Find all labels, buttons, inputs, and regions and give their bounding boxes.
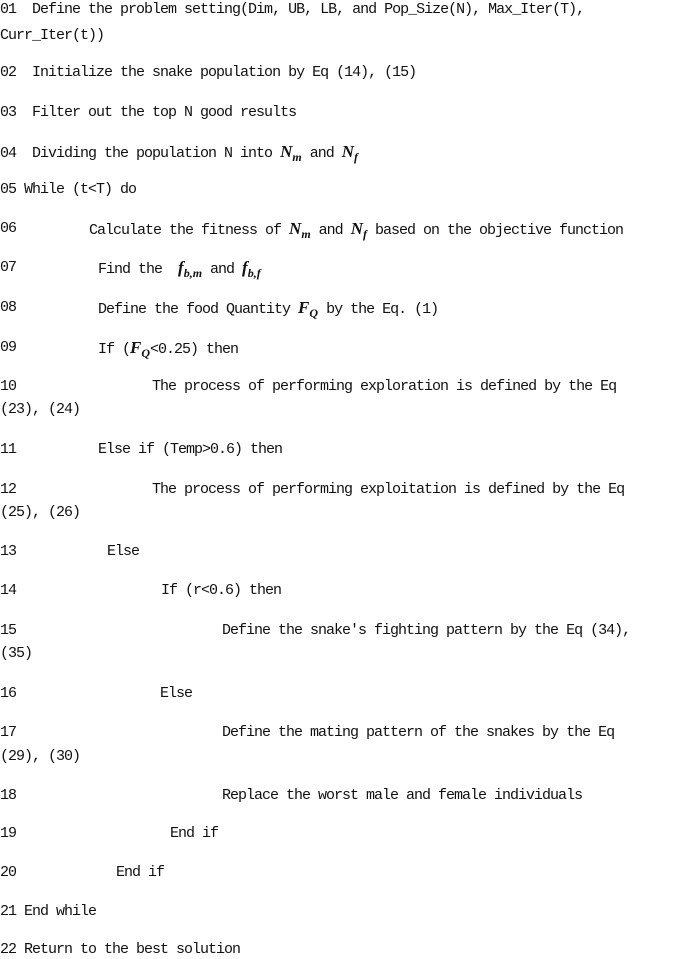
line-text <box>16 64 416 81</box>
line-text <box>98 441 282 459</box>
math-subscript: b,f <box>247 266 261 280</box>
math-variable: N <box>341 142 354 161</box>
pseudocode-line <box>0 481 625 499</box>
text-segment: The process of performing exploration is defined by the Eq <box>152 378 617 395</box>
math-symbol <box>289 219 311 241</box>
text-segment: (23), (24) <box>0 401 81 418</box>
line-number: 10 <box>0 378 17 395</box>
text-segment: If ( <box>98 341 131 358</box>
line-text <box>222 787 582 805</box>
pseudocode-line <box>0 645 32 663</box>
line-number: 16 <box>0 685 17 702</box>
pseudocode-line <box>0 622 631 640</box>
pseudocode-line <box>0 378 617 396</box>
pseudocode-line <box>0 27 104 45</box>
pseudocode-line <box>0 543 140 561</box>
math-symbol <box>130 338 151 360</box>
text-segment: While (t<T) do <box>16 181 137 198</box>
pseudocode-line <box>0 504 80 522</box>
pseudocode-line <box>0 582 282 600</box>
line-number: 01 <box>0 1 17 18</box>
math-symbol <box>178 258 203 280</box>
line-text <box>152 378 616 396</box>
line-number: 04 <box>0 145 17 162</box>
line-text <box>0 27 104 44</box>
line-text <box>98 339 238 362</box>
line-number: 19 <box>0 825 17 842</box>
line-number: 15 <box>0 622 17 639</box>
pseudocode-line <box>0 903 96 921</box>
line-text <box>16 142 358 164</box>
line-number: 09 <box>0 339 17 356</box>
text-segment: Define the mating pattern of the snakes by the Eq <box>222 724 615 741</box>
line-number: 08 <box>0 299 17 316</box>
line-text <box>170 825 218 843</box>
pseudocode-line <box>0 338 239 360</box>
line-number: 18 <box>0 787 17 804</box>
text-segment: If (r<0.6) then <box>161 582 282 599</box>
line-number: 17 <box>0 724 17 741</box>
pseudocode-line <box>0 143 358 166</box>
text-segment: Return to the best solution <box>16 941 241 958</box>
text-segment: and <box>310 222 351 239</box>
math-symbol <box>280 142 302 164</box>
pseudocode-line <box>0 748 80 766</box>
math-symbol <box>298 298 319 320</box>
pseudocode-line <box>0 258 261 280</box>
text-segment: Define the snake's fighting pattern by the Eq (34), <box>222 622 631 639</box>
line-text <box>16 903 96 920</box>
math-subscript: b,m <box>183 266 203 280</box>
line-number: 12 <box>0 481 17 498</box>
line-text <box>152 481 624 499</box>
text-segment: (35) <box>0 645 33 662</box>
text-segment: Curr_Iter(t)) <box>0 27 105 44</box>
line-text <box>107 543 139 561</box>
line-number: 11 <box>0 441 17 458</box>
line-text <box>16 1 584 18</box>
line-number: 06 <box>0 220 17 237</box>
pseudocode-line <box>0 181 136 199</box>
line-text <box>89 220 623 243</box>
text-segment: Dividing the population N into <box>16 145 281 162</box>
line-number: 13 <box>0 543 17 560</box>
math-symbol <box>242 258 261 280</box>
line-text <box>16 941 240 958</box>
line-text <box>161 582 281 600</box>
math-symbol <box>350 219 367 241</box>
pseudocode-line <box>0 825 219 843</box>
line-number: 22 <box>0 941 17 958</box>
line-number: 03 <box>0 104 17 121</box>
text-segment: (25), (26) <box>0 504 81 521</box>
line-number: 07 <box>0 259 17 276</box>
math-variable: F <box>298 298 310 317</box>
pseudocode-line <box>0 219 624 241</box>
math-variable: N <box>280 142 293 161</box>
line-text <box>0 504 80 521</box>
line-text <box>98 259 261 282</box>
line-text <box>16 181 136 198</box>
pseudocode-line <box>0 401 80 419</box>
text-segment: Define the food Quantity <box>98 301 299 318</box>
math-symbol <box>341 142 358 164</box>
line-number: 05 <box>0 181 17 198</box>
text-segment: The process of performing exploitation is defined by the Eq <box>152 481 625 498</box>
text-segment: (29), (30) <box>0 748 81 765</box>
line-text <box>16 104 296 121</box>
pseudocode-line <box>0 104 296 122</box>
pseudocode-line <box>0 685 193 703</box>
pseudocode-line <box>0 441 283 459</box>
text-segment: Replace the worst male and female individuals <box>222 787 583 804</box>
text-segment: End if <box>170 825 219 842</box>
math-variable: N <box>289 219 302 238</box>
math-variable: f <box>242 258 248 277</box>
text-segment: Else if (Temp>0.6) then <box>98 441 283 458</box>
text-segment: End if <box>116 864 165 881</box>
line-number: 14 <box>0 582 17 599</box>
math-subscript: Q <box>141 346 151 360</box>
pseudocode-line <box>0 941 240 959</box>
line-text <box>222 622 630 640</box>
line-text <box>222 724 614 742</box>
math-subscript: m <box>301 227 311 241</box>
line-number: 20 <box>0 864 17 881</box>
math-subscript: Q <box>309 306 319 320</box>
text-segment: <0.25) then <box>150 341 239 358</box>
text-segment: Initialize the snake population by Eq (14), (15) <box>16 64 417 81</box>
text-segment: by the Eq. (1) <box>318 301 439 318</box>
text-segment: and <box>301 145 342 162</box>
line-number: 02 <box>0 64 17 81</box>
text-segment: based on the objective function <box>366 222 624 239</box>
text-segment: and <box>202 261 243 278</box>
text-segment: Calculate the fitness of <box>89 222 290 239</box>
text-segment: End while <box>16 903 97 920</box>
math-variable: f <box>178 258 184 277</box>
line-number: 21 <box>0 903 17 920</box>
pseudocode-line <box>0 724 615 742</box>
line-text <box>116 864 164 882</box>
pseudocode-line <box>0 787 583 805</box>
math-subscript: f <box>354 150 358 164</box>
pseudocode-line <box>0 864 165 882</box>
text-segment: Else <box>160 685 193 702</box>
pseudocode-line <box>0 1 584 19</box>
text-segment: Else <box>107 543 140 560</box>
text-segment: Define the problem setting(Dim, UB, LB, and Pop_Size(N), Max_Iter(T), <box>16 1 585 18</box>
line-text <box>0 645 32 662</box>
text-segment: Filter out the top N good results <box>16 104 297 121</box>
math-variable: N <box>350 219 363 238</box>
pseudocode-line <box>0 64 416 82</box>
math-subscript: m <box>292 150 302 164</box>
line-text <box>160 685 192 703</box>
pseudocode-line <box>0 298 439 320</box>
line-text <box>98 299 438 322</box>
math-variable: F <box>130 338 142 357</box>
line-text <box>0 748 80 765</box>
line-text <box>0 401 80 418</box>
text-segment: Find the <box>98 261 179 278</box>
math-subscript: f <box>362 227 367 241</box>
